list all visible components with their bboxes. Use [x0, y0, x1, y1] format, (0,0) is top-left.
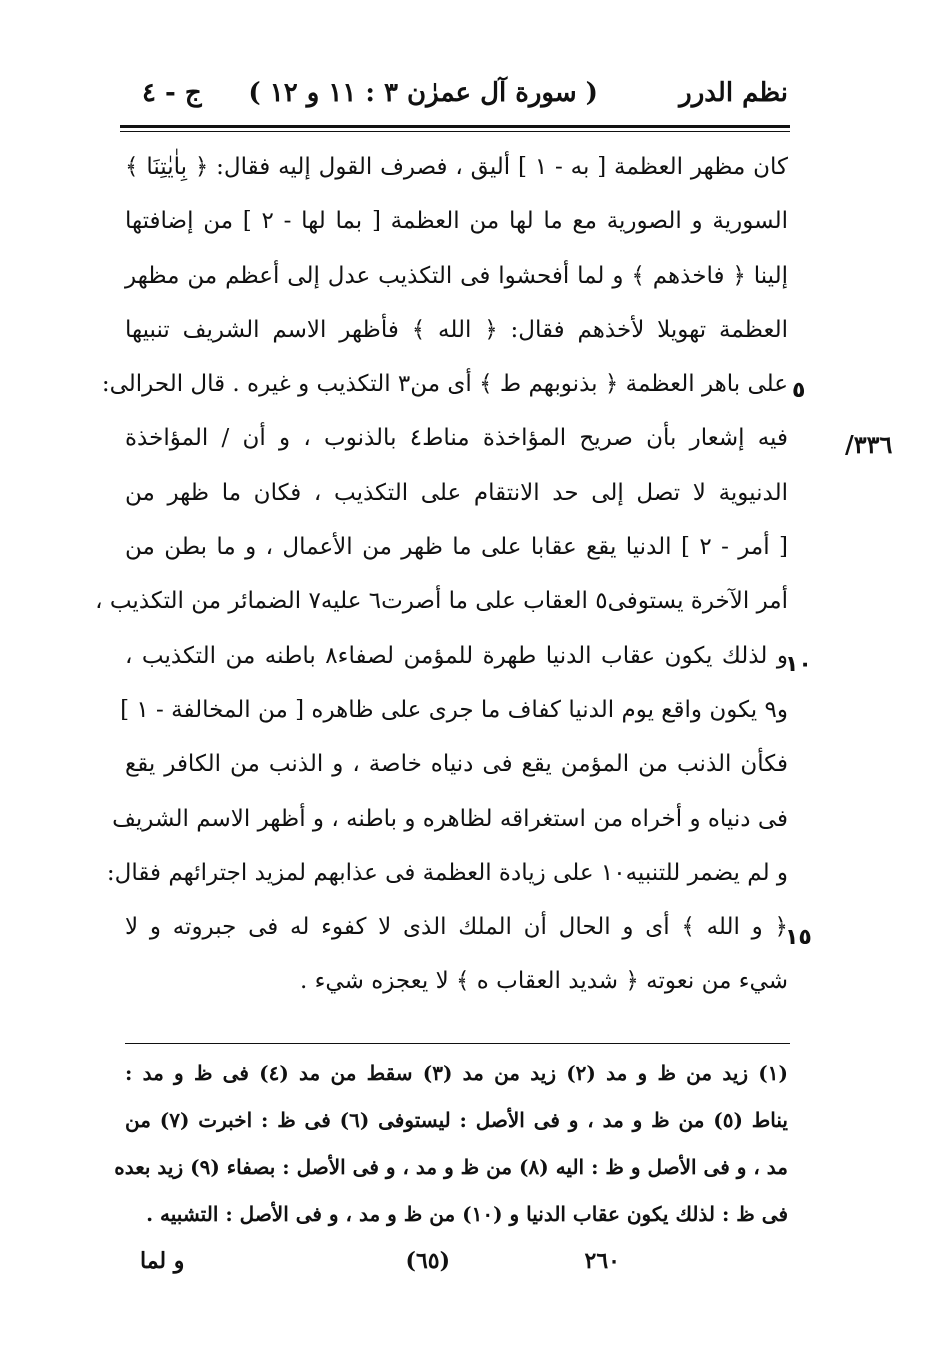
line-number-10: ١٠ [785, 652, 812, 677]
text-line: و لذلك يكون عقاب الدنيا طهرة للمؤمن لصفاء٨ باطنه من التكذيب ، [125, 642, 788, 669]
text-line: الدنيوية لا تصل إلى حد الانتقام على التكذيب ، فكان ما ظهر من [125, 479, 788, 506]
text-line: [ أمر - ٢ ] الدنيا يقع عقابا على ما ظهر من الأعمال ، و ما بطن من [125, 534, 789, 561]
text-line: فيه إشعار بأن صريح المؤاخذة مناط٤ بالذنوب ، و أن / المؤاخذة [125, 425, 788, 452]
footnote-line: مد ، و فى الأصل و ظ : اليه (٨) من ظ و مد ، و فى الأصل : بصفاء (٩) زيد بعده [114, 1155, 788, 1179]
volume-number: ج - ٤ [142, 78, 202, 108]
text-line: إلينا ﴿ فاخذهم ﴾ و لما أفحشوا فى التكذيب عدل إلى أعظم من مظهر [125, 262, 788, 289]
signature-mark: (٦٥) [405, 1248, 450, 1274]
page-number: ٢٦٠ [584, 1248, 620, 1274]
margin-manuscript-reference: ٣٣٦/ [845, 430, 893, 459]
header-rule-thick [120, 125, 790, 128]
footnote-line: (١) زيد من ظ و مد (٢) زيد من مد (٣) سقط من مد (٤) فى ظ و مد : [125, 1061, 788, 1085]
text-line: ﴿ و الله ﴾ أى و الحال أن الملك الذى لا كفوء له فى جبروته و لا [125, 914, 788, 941]
text-line: فى دنياه و أخراه من استغراقه لظاهره و باطنه ، و أظهر الاسم الشريف [112, 805, 788, 832]
text-line: و٩ يكون واقع يوم الدنيا كفاف ما جرى على ظاهره [ من المخالفة - ١ ] [120, 696, 788, 723]
text-line: كان مظهر العظمة [ به - ١ ] أليق ، فصرف القول إليه فقال: ﴿ بِاٰيٰتِنَا ﴾ [125, 154, 788, 180]
text-line: السورية و الصورية مع ما لها من العظمة [ بما لها - ٢ ] من إضافتها [125, 208, 788, 235]
text-line: العظمة تهويلا لأخذهم فقال: ﴿ الله ﴾ فأظهر الاسم الشريف تنبيها [125, 316, 788, 343]
line-number-15: ١٥ [785, 925, 812, 950]
text-line: و لم يضمر للتنبيه١٠ على زيادة العظمة فى عذابهم لمزيد اجترائهم فقال: [106, 859, 788, 886]
surah-reference: ( سورة آل عمرٰن ٣ : ١١ و ١٢ ) [248, 78, 598, 108]
footnotes [114, 1050, 788, 1238]
footnote-line: فى ظ : لذلك يكون عقاب الدنيا و (١٠) من ظ و مد ، و فى الأصل : التشبيه . [146, 1202, 788, 1226]
footnote-line: يناط (٥) من ظ و مد ، و فى الأصل : ليستوفى (٦) فى ظ : اخبرت (٧) من [125, 1108, 788, 1132]
text-line: أمر الآخرة يستوفى٥ العقاب على ما أصرت٦ عليه٧ الضمائر من التكذيب ، [95, 588, 788, 615]
running-header [120, 78, 788, 118]
line-number-5: ٥ [792, 378, 806, 403]
page-footer [140, 1248, 700, 1284]
main-text [95, 140, 789, 1009]
header-rule-thin [120, 131, 790, 132]
text-line: شيء من نعوته ﴿ شديد العقاب ه ﴾ لا يعجزه شيء . [300, 968, 788, 995]
footnote-rule [125, 1043, 790, 1044]
catchword: و لما [140, 1248, 185, 1274]
text-line: فكأن الذنب من المؤمن يقع فى دنياه خاصة ، و الذنب من الكافر يقع [125, 751, 788, 778]
text-line: على باهر العظمة ﴿ بذنوبهم ط ﴾ أى من٣ التكذيب و غيره . قال الحرالى: [101, 371, 788, 398]
book-title: نظم الدرر [679, 78, 788, 108]
